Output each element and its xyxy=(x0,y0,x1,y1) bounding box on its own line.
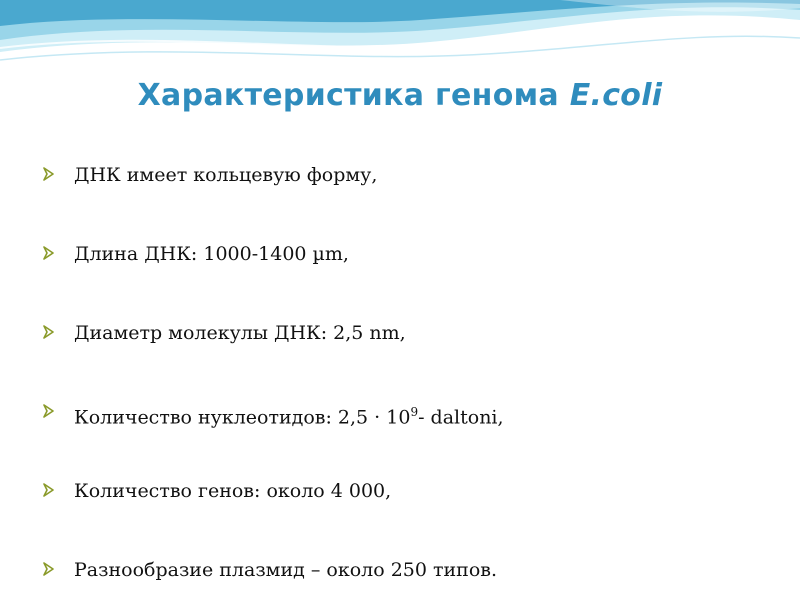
slide-title-italic: E.coli xyxy=(569,78,663,113)
bullet-list xyxy=(42,158,782,587)
slide-title xyxy=(0,78,800,113)
bullet-item xyxy=(42,237,782,271)
arrow-bullet-icon xyxy=(42,483,55,497)
bullet-text-tail: - daltoni, xyxy=(418,406,504,429)
bullet-text: ДНК имеет кольцевую форму, xyxy=(74,164,378,186)
slide-title-main: Характеристика генома xyxy=(137,78,570,113)
arrow-bullet-icon xyxy=(42,404,55,418)
bullet-text: Длина ДНК: 1000-1400 µm, xyxy=(74,243,349,265)
bullet-text-main: Количество нуклеотидов: 2,5 · 10 xyxy=(74,406,411,429)
bullet-item xyxy=(42,474,782,508)
arrow-bullet-icon xyxy=(42,562,55,576)
bullet-item xyxy=(42,395,782,429)
bullet-text: Количество генов: около 4 000, xyxy=(74,480,392,502)
arrow-bullet-icon xyxy=(42,246,55,260)
arrow-bullet-icon xyxy=(42,325,55,339)
bullet-text xyxy=(74,395,504,434)
bullet-text: Диаметр молекулы ДНК: 2,5 nm, xyxy=(74,322,406,344)
bullet-item xyxy=(42,553,782,587)
bullet-text: Разнообразие плазмид – около 250 типов. xyxy=(74,559,498,581)
bullet-item xyxy=(42,316,782,350)
bullet-item xyxy=(42,158,782,192)
bullet-text-superscript: 9 xyxy=(410,405,419,419)
arrow-bullet-icon xyxy=(42,167,55,181)
